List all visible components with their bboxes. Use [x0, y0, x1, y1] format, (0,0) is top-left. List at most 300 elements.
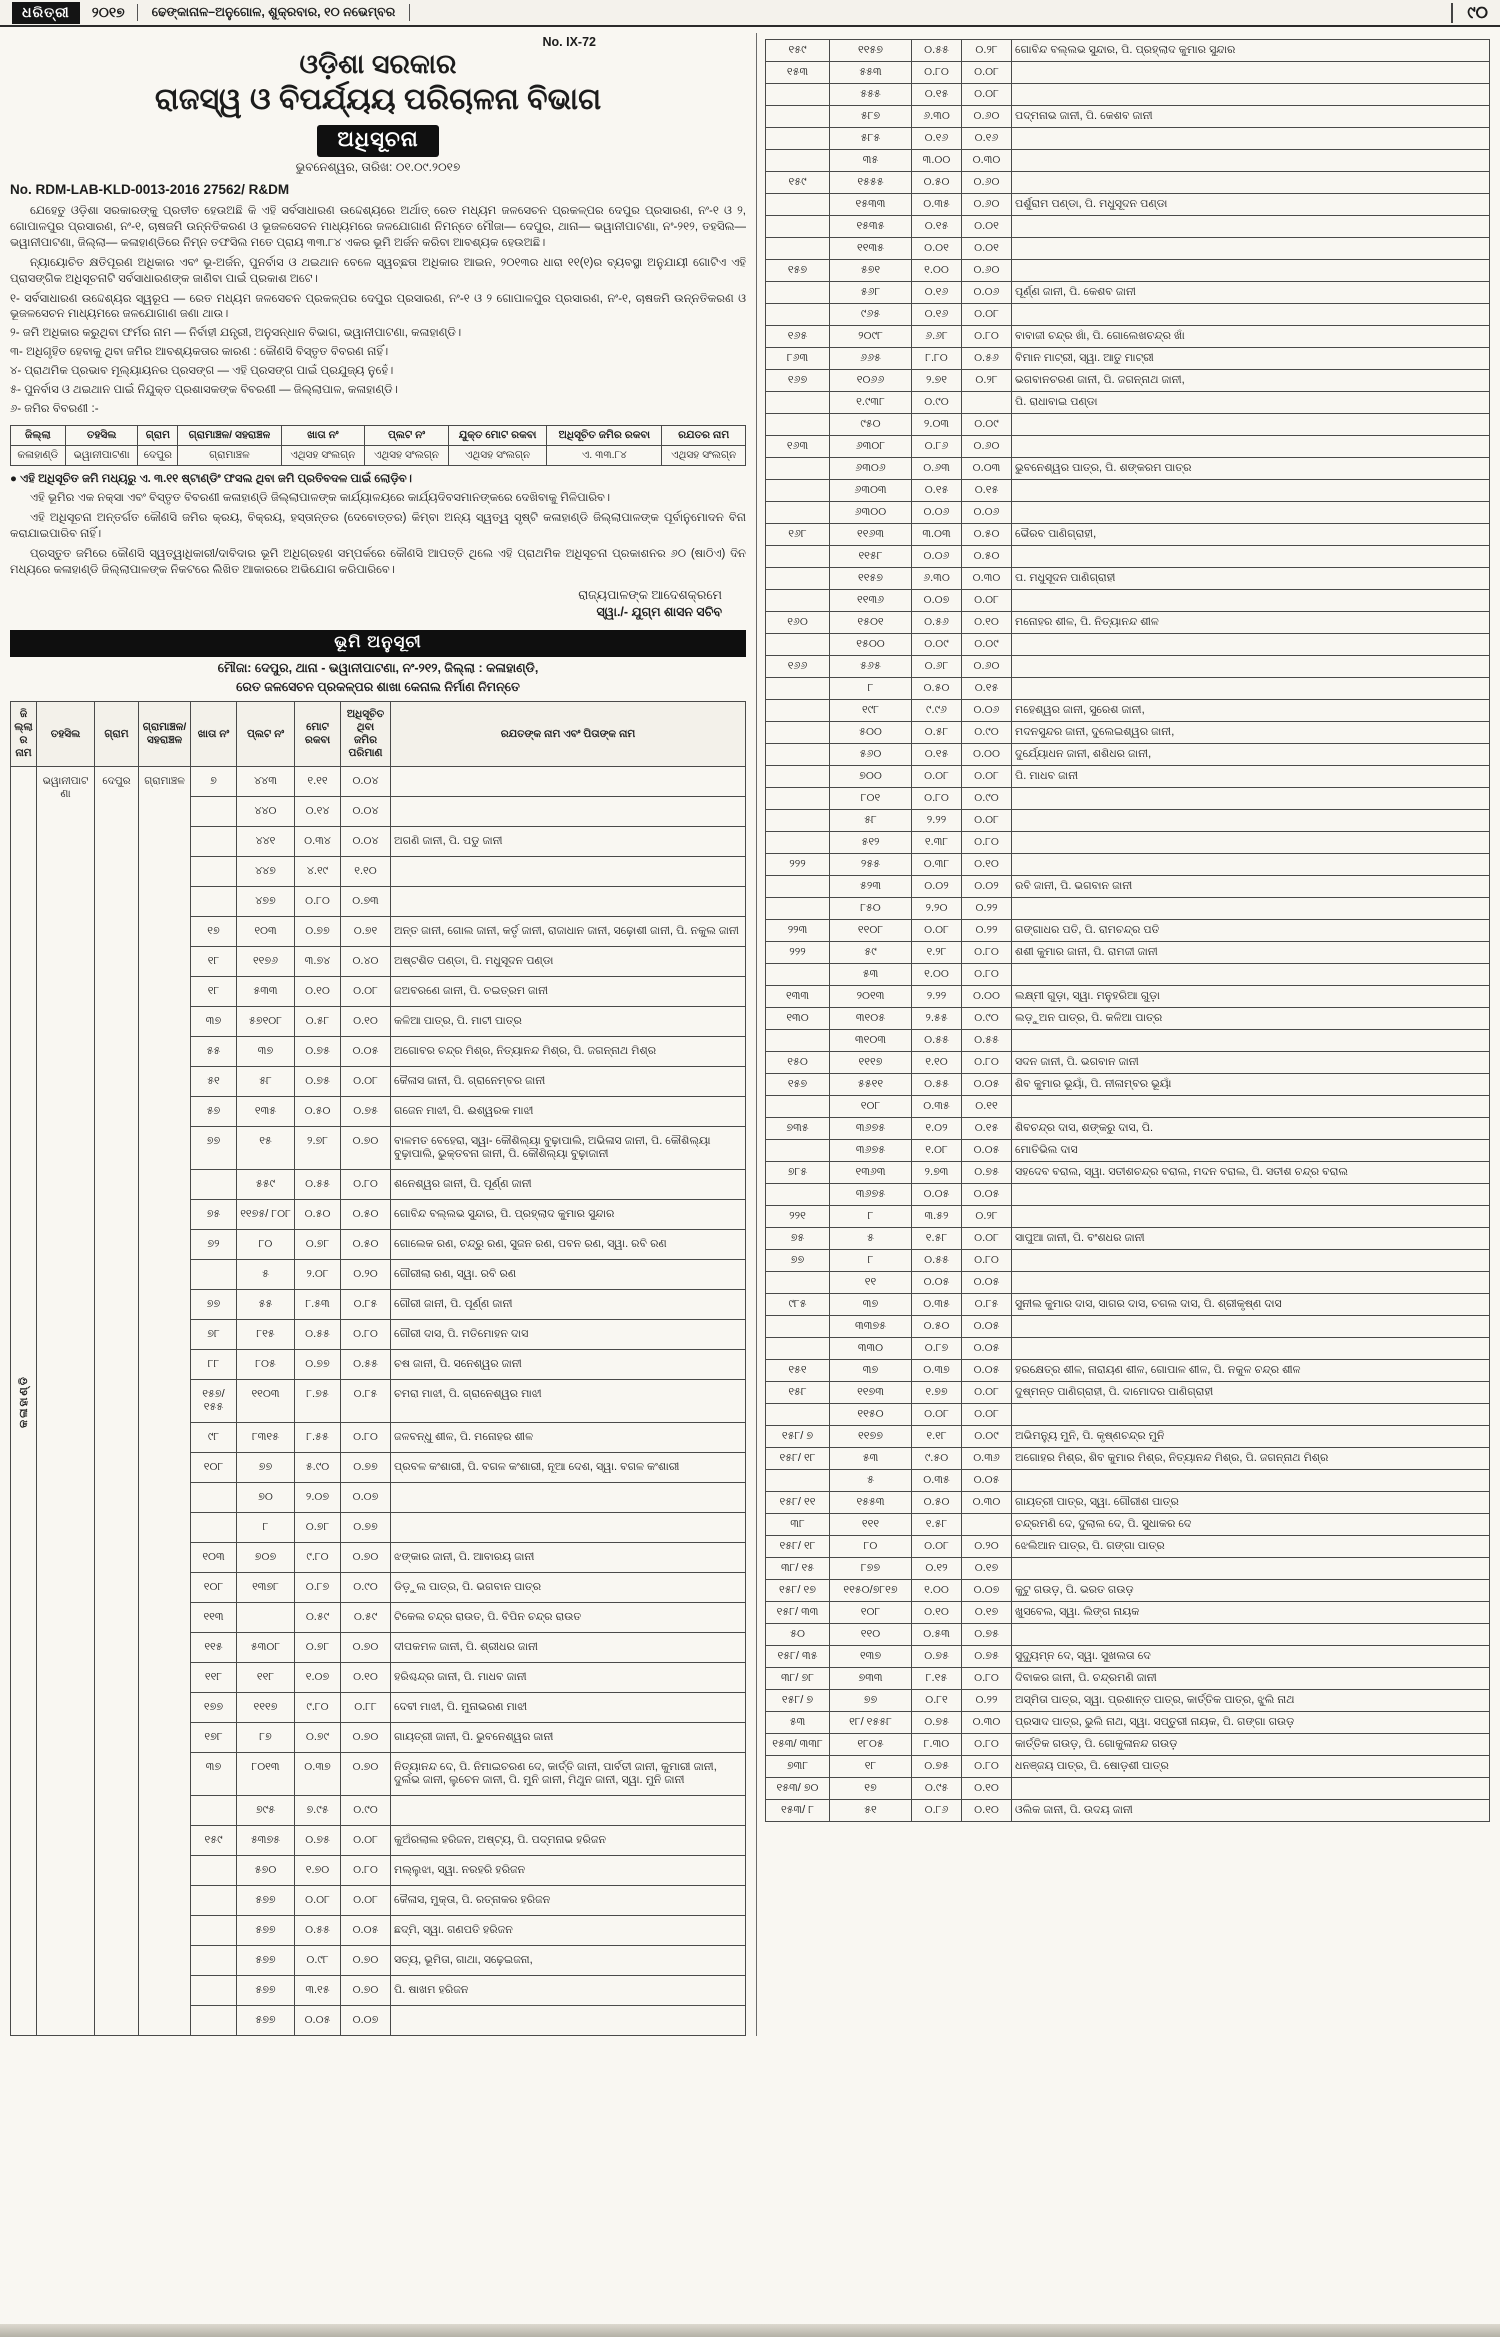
place-and-date: ଭୁବନେଶ୍ୱର, ତାରିଖ: ୦୧.୦୯.୨୦୧୭	[295, 160, 461, 175]
table-cell: ବିମାନ ମାଟ୍ରୀ, ସ୍ୱା. ଆତୁ ମାଟ୍ରୀ	[1012, 348, 1490, 370]
table-cell	[766, 480, 830, 502]
table-row	[766, 348, 1490, 370]
table-cell	[766, 546, 830, 568]
table-cell: ୦.୫୫	[341, 1350, 391, 1380]
table-row	[766, 1690, 1490, 1712]
table-row	[766, 1096, 1490, 1118]
table-cell	[391, 2006, 746, 2036]
table-cell	[191, 1170, 237, 1200]
table-cell: ୨୨୨	[766, 942, 830, 964]
table-row	[766, 1734, 1490, 1756]
table-cell: ୦.୨୮	[962, 1206, 1012, 1228]
table-cell	[1012, 788, 1490, 810]
table-cell: ୫୭୦	[237, 1856, 295, 1886]
table-row	[766, 634, 1490, 656]
table-cell: ୦.୬୦	[962, 260, 1012, 282]
table-cell	[1012, 1096, 1490, 1118]
table-cell: ୫୧୨	[830, 832, 912, 854]
table-cell: ୦.୭୯	[295, 1723, 341, 1753]
table-cell	[1012, 1272, 1490, 1294]
table-cell: ସତ୍ୟ, ଭୂମିତା, ଗାଥା, ସଢ଼େଇଜନା,	[391, 1946, 746, 1976]
table-cell: ୭୦	[237, 1483, 295, 1513]
table-cell: ଅଗଣି ଜାନୀ, ପି. ପଡୁ ଜାନୀ	[391, 827, 746, 857]
page-bottom-strip	[0, 2324, 1500, 2337]
table-cell: ଗୌରୀଲା ରଣ, ସ୍ୱା. ରବି ରଣ	[391, 1260, 746, 1290]
table-cell: ୧୫୯	[191, 1826, 237, 1856]
table-cell	[766, 678, 830, 700]
table-cell: ୦.୨୦	[341, 1260, 391, 1290]
table-cell: ୦.୦୦	[962, 744, 1012, 766]
table-cell: ୦.୦୫	[962, 1140, 1012, 1162]
table-cell: ୦.୮୦	[962, 1734, 1012, 1756]
table-row	[766, 1228, 1490, 1250]
table-row	[766, 1008, 1490, 1030]
table-cell: ୦.୫୯	[295, 1603, 341, 1633]
table-cell: ମହେଶ୍ୱର ଜାନୀ, ସୁରେଶ ଜାନୀ,	[1012, 700, 1490, 722]
table-cell: ୧୫	[237, 1127, 295, 1170]
table-cell	[766, 414, 830, 436]
table-cell: ୭୨	[191, 1230, 237, 1260]
table-cell: ୦.୧୦	[962, 612, 1012, 634]
table-cell: ୦.୭୫	[295, 1067, 341, 1097]
form-number: No. IX-72	[542, 35, 596, 49]
table-cell: ୨.୦୩	[912, 414, 962, 436]
table-cell	[766, 304, 830, 326]
table-cell: ୦.୫୯	[341, 1603, 391, 1633]
table-cell: ୪୪୭	[237, 857, 295, 887]
table-cell	[766, 788, 830, 810]
table-cell: ଜିଲ୍ଲା	[11, 425, 66, 445]
table-cell: ୦.୦୮	[341, 977, 391, 1007]
table-cell: ୫	[830, 1470, 912, 1492]
table-cell: ୦.୫୦	[912, 1492, 962, 1514]
table-cell: ୦.୦୮	[341, 1886, 391, 1916]
table-cell: ୦.୦୭	[341, 2006, 391, 2036]
table-cell: ୦.୮୦	[962, 1668, 1012, 1690]
table-cell: ୧୫୯	[766, 40, 830, 62]
table-cell: ୮୦	[237, 1230, 295, 1260]
table-cell: ୧୫୭	[766, 260, 830, 282]
table-cell: ୩.୦୩	[912, 524, 962, 546]
table-row	[766, 1074, 1490, 1096]
table-cell: ୦.୫୦	[962, 524, 1012, 546]
table-cell: ୨.୫୫	[912, 1008, 962, 1030]
table-cell	[766, 194, 830, 216]
table-cell	[1012, 1184, 1490, 1206]
table-cell: ୪୪୦	[237, 797, 295, 827]
table-cell	[766, 1316, 830, 1338]
table-cell	[1012, 414, 1490, 436]
masthead-page-number: ୯୦	[1451, 3, 1488, 23]
table-cell: ୧୦୮	[830, 1096, 912, 1118]
table-cell: ୦.୫୦	[295, 1097, 341, 1127]
table-cell: ୮	[830, 1206, 912, 1228]
table-cell: ୦.୯୦	[341, 1573, 391, 1603]
table-cell: ଗଙ୍ଗାଧର ପତି, ପି. ରାମଚନ୍ଦ୍ର ପତି	[1012, 920, 1490, 942]
table-cell: ୦.୬୦	[962, 172, 1012, 194]
table-cell: ୦.୬୩	[912, 458, 962, 480]
table-cell: ୧୧୫୦/୭୮୧୭	[830, 1580, 912, 1602]
table-cell: କୁଟୁ ଗଉଡ଼, ପି. ଭରତ ଗଉଡ଼	[1012, 1580, 1490, 1602]
table-cell: ୭୩୫	[766, 1118, 830, 1140]
table-cell: ୦.୦୭	[341, 1483, 391, 1513]
table-cell: ୦.୧୦	[962, 854, 1012, 876]
table-cell: କାର୍ତ୍ତିକ ଗଉଡ଼, ପି. ଗୋକୁଳାନନ୍ଦ ଗଉଡ଼	[1012, 1734, 1490, 1756]
table-cell: ୭୩୮	[766, 1756, 830, 1778]
table-cell: ୦.୧୬	[962, 128, 1012, 150]
table-cell: ୧୦୩	[237, 917, 295, 947]
table-row	[766, 876, 1490, 898]
table-cell: ୧୩୬୩	[830, 1162, 912, 1184]
table-cell: ୦.୦୮	[912, 1404, 962, 1426]
table-cell: ୦.୯୫	[912, 1778, 962, 1800]
table-cell: ୦.୦୫	[962, 1074, 1012, 1096]
land-schedule-subtitle-1: ମୌଜା: ଦେପୁର, ଥାନା - ଭୱାନୀପାଟଣା, ନଂ-୨୧୨, ଜିଲ୍ଲା : କଳାହାଣ୍ଡି,	[217, 661, 539, 675]
table-cell: ୩୩୦	[830, 1338, 912, 1360]
table-cell: ଅଗୋବର ଚନ୍ଦ୍ର ମିଶ୍ର, ନିତ୍ୟାନନ୍ଦ ମିଶ୍ର, ପି. ଜଗନ୍ନାଥ ମିଶ୍ର	[391, 1037, 746, 1067]
table-row	[766, 854, 1490, 876]
table-cell: ୦.୩୭	[295, 1753, 341, 1796]
table-cell: ୧୫୩/ ୩୩୮	[766, 1734, 830, 1756]
table-cell: ୫୧	[830, 1800, 912, 1822]
table-cell: ୬୬୫	[830, 348, 912, 370]
table-cell: ୫୭୧	[830, 260, 912, 282]
table-cell: ଗାୟତ୍ରୀ ପାତ୍ର, ସ୍ୱା. ଗୌରୀଶ ପାତ୍ର	[1012, 1492, 1490, 1514]
table-cell: ୧୮	[191, 977, 237, 1007]
table-cell	[1012, 62, 1490, 84]
table-cell: ୯.୫୦	[912, 1448, 962, 1470]
table-cell: ୦.୦୯	[962, 1426, 1012, 1448]
table-cell: ଅଧିସୂଚିତ ଜମିର ରକବା	[547, 425, 662, 445]
table-cell: ୧୫୭/ ୧୫୫	[191, 1380, 237, 1423]
table-cell: ୦.୬୦	[962, 656, 1012, 678]
table-cell: ୦.୧୦	[912, 1602, 962, 1624]
table-row	[766, 1162, 1490, 1184]
table-cell: ୧.୦୨	[912, 1118, 962, 1140]
table-cell: ୭	[191, 767, 237, 797]
table-row	[766, 590, 1490, 612]
table-cell: ୦.୦୬	[962, 502, 1012, 524]
table-cell: ୧୦୩	[191, 1543, 237, 1573]
table-cell: ୦.୧୨	[912, 1558, 962, 1580]
table-cell: ଲକ୍ଷ୍ମୀ ଗୁଡ଼ା, ସ୍ୱା. ମନୁହରିଆ ଗୁଡ଼ା	[1012, 986, 1490, 1008]
table-cell: ୩.୧୫	[295, 1976, 341, 2006]
table-cell: ଦୁଷ୍ମନ୍ତ ପାଣିଗ୍ରାହୀ, ପି. ଦାମୋଦର ପାଣିଗ୍ରାହୀ	[1012, 1382, 1490, 1404]
table-cell: ପ୍ଲଟ ନଂ	[365, 425, 449, 445]
table-cell: ଗୋବିନ୍ଦ ବଲ୍ଲଭ ସୁନ୍ଦାର, ପି. ପ୍ରହ୍ଲାଦ କୁମାର ସୁନ୍ଦାର	[391, 1200, 746, 1230]
table-cell: ୦.୦୫	[962, 1338, 1012, 1360]
table-cell: ୩୮	[766, 1514, 830, 1536]
table-row	[766, 546, 1490, 568]
table-cell: ୨.୭୮	[295, 1127, 341, 1170]
table-cell: ୧୭	[191, 917, 237, 947]
table-cell: ପି. ମାଧବ ଜାନୀ	[1012, 766, 1490, 788]
table-cell: ୦.୧୦	[962, 1800, 1012, 1822]
table-cell: ୦.୮୬	[912, 1800, 962, 1822]
notification-paragraph-2: ନ୍ୟାୟୋଚିତ କ୍ଷତିପୂରଣ ଅଧିକାର ଏବଂ ଭୂ-ଅର୍ଜନ, ପୁନର୍ବାସ ଓ ଥଇଥାନ ବେଳେ ସ୍ୱଚ୍ଛତା ଅଧିକାର ଆଇନ, ୨୦୧୩ର ଧାରା ୧୧(୧)ର ବ୍ୟବସ୍ଥା ଅନୁଯାୟୀ ଗୋଟିଏ ଏହି ପ୍ରାସଙ୍ଗିକ ଅଧିସୂଚନାଟି ସର୍ବସାଧାରଣଙ୍କ ଜାଣିବା ପାଇଁ ପ୍ରକାଶ ଅଟେ।	[10, 257, 746, 286]
table-cell: ଗୋଲେକ ରଣ, ଚନ୍ଦ୍ରୁ ରଣ, ସୁଜନ ରଣ, ପବନ ରଣ, ସ୍ୱା. ରବି ରଣ	[391, 1230, 746, 1260]
table-cell: ୦.୭୫	[912, 1646, 962, 1668]
table-cell: ୦.୦୪	[341, 767, 391, 797]
table-cell: ଶିବ କୁମାର ଭୂୟାଁ, ପି. ନୀଳାମ୍ବର ଭୂୟାଁ	[1012, 1074, 1490, 1096]
table-cell: ୦.୦୭	[912, 590, 962, 612]
table-cell: ୨୦୯୮	[830, 326, 912, 348]
table-cell: ୧୧୩୫	[830, 238, 912, 260]
table-cell: ୦.୮୦	[962, 326, 1012, 348]
table-cell: ୮୮	[191, 1350, 237, 1380]
table-cell: ୯୫୦	[830, 414, 912, 436]
table-cell: ୧.୫୮	[912, 1228, 962, 1250]
table-cell: ୭୮	[191, 1320, 237, 1350]
table-cell: ୧୧୭୫/ ୮୦୮	[237, 1200, 295, 1230]
table-cell: ୦.୦୯	[912, 634, 962, 656]
table-cell: ୦.୦୪	[341, 827, 391, 857]
newspaper-logo: ଧରିତ୍ରୀ	[12, 2, 80, 24]
table-row	[766, 1404, 1490, 1426]
table-cell: ଶିବଚନ୍ଦ୍ର ଦାସ, ଶଙ୍କରୁ ଦାସ, ପି.	[1012, 1118, 1490, 1140]
table-cell: ୮୦୫	[237, 1350, 295, 1380]
table-cell	[766, 634, 830, 656]
table-cell: ୫୩	[830, 964, 912, 986]
table-row	[766, 1712, 1490, 1734]
table-cell: ୯୮	[191, 1423, 237, 1453]
table-row	[766, 568, 1490, 590]
table-cell	[1012, 1206, 1490, 1228]
table-cell	[391, 1513, 746, 1543]
table-cell: ୮୩୧୫	[237, 1423, 295, 1453]
table-cell: ୦.୦୮	[962, 304, 1012, 326]
land-schedule-title-bar: ଭୂମି ଅନୁସୂଚୀ	[10, 630, 746, 657]
table-cell: ୩.୭୪	[295, 947, 341, 977]
table-cell: ଭୁବନେଶ୍ୱର ପାତ୍ର, ପି. ଶଙ୍କରମ ପାତ୍ର	[1012, 458, 1490, 480]
table-cell: ୦.୨୦	[962, 1536, 1012, 1558]
table-cell: ୦.୩୭	[912, 1360, 962, 1382]
table-cell: ଗ୍ରାମାଞ୍ଚଳ	[139, 767, 191, 2036]
table-cell: ୦.୦୮	[962, 590, 1012, 612]
table-cell: ଗୋବିନ୍ଦ ବଲ୍ଲଭ ସୁନ୍ଦାର, ପି. ପ୍ରହ୍ଲାଦ କୁମାର ସୁନ୍ଦାର	[1012, 40, 1490, 62]
notification-title: ଅଧିସୂଚନା	[317, 125, 438, 157]
table-cell: ୦.୬୮	[912, 656, 962, 678]
table-row	[766, 1382, 1490, 1404]
table-cell: ୦.୭୭	[341, 1453, 391, 1483]
table-cell	[1012, 1250, 1490, 1272]
table-cell: ଦୁର୍ଯ୍ୟୋଧନ ଜାନୀ, ଶଶିଧର ଜାନୀ,	[1012, 744, 1490, 766]
table-cell: ୫୮୭	[830, 106, 912, 128]
table-row	[766, 1536, 1490, 1558]
table-cell: ୬୩୦୮	[830, 436, 912, 458]
table-cell: ୧୧୭୩	[830, 1382, 912, 1404]
table-cell: ୮	[237, 1513, 295, 1543]
table-cell: ୦.୦୬	[962, 282, 1012, 304]
table-cell: ଝଙ୍କାର ଜାନୀ, ପି. ଆବାରୟ ଜାନୀ	[391, 1543, 746, 1573]
table-row	[766, 370, 1490, 392]
table-cell	[391, 887, 746, 917]
table-cell: ୦.୦୮	[912, 766, 962, 788]
col-tehsil: ତହସିଲ	[37, 702, 95, 767]
table-cell	[766, 1030, 830, 1052]
table-cell: ୦.୯୦	[962, 788, 1012, 810]
table-cell: ୦.୧୦	[341, 1007, 391, 1037]
table-cell: ୮୫୦	[830, 898, 912, 920]
table-cell: ୦.୦୫	[962, 1470, 1012, 1492]
table-cell: ୦.୨୨	[962, 920, 1012, 942]
table-cell: ୦.୦୮	[962, 1228, 1012, 1250]
table-cell: ୧.୦୮	[912, 1140, 962, 1162]
table-cell: ୧୫୫୩	[830, 1492, 912, 1514]
table-cell: ୦.୭୮	[295, 1633, 341, 1663]
table-row	[766, 216, 1490, 238]
table-cell	[1012, 1624, 1490, 1646]
table-cell: ୦.୮୫	[341, 1290, 391, 1320]
table-row	[766, 722, 1490, 744]
list-item: ୬- ଜମିର ବିବରଣୀ :-	[10, 402, 99, 415]
table-cell: ୦.୭୫	[962, 1624, 1012, 1646]
table-cell: ୩୬୭୫	[830, 1118, 912, 1140]
table-cell: ପଦ୍ମନାଭ ଜାନୀ, ପି. କେଶବ ଜାନୀ	[1012, 106, 1490, 128]
table-cell: ୦.୦୮	[962, 1382, 1012, 1404]
table-row	[766, 942, 1490, 964]
table-cell: ୫୩୩	[237, 977, 295, 1007]
table-cell: ୧୧୧	[830, 1514, 912, 1536]
table-cell	[191, 797, 237, 827]
table-row	[766, 480, 1490, 502]
table-cell: ୧୬୦	[766, 612, 830, 634]
table-cell: ୭୩୩	[830, 1668, 912, 1690]
table-cell: ୦.୦୬	[912, 502, 962, 524]
table-row	[766, 612, 1490, 634]
table-row	[766, 1272, 1490, 1294]
table-cell: ପି. ଷାଖମ ହରିଜନ	[391, 1976, 746, 2006]
table-row	[766, 436, 1490, 458]
table-cell: ୫୭୧୦୮	[237, 1007, 295, 1037]
table-cell	[766, 458, 830, 480]
table-row	[766, 1140, 1490, 1162]
table-cell: ୫୮	[830, 810, 912, 832]
table-cell: ଅଭିମନ୍ୟୁ ମୁନି, ପି. କୃଷ୍ଣଚନ୍ଦ୍ର ମୁନି	[1012, 1426, 1490, 1448]
table-cell: ୦.୬୦	[962, 106, 1012, 128]
table-cell: ୧.୨୮	[912, 942, 962, 964]
table-cell: ୧୦୮	[191, 1573, 237, 1603]
table-cell: ୭୮୫	[766, 1162, 830, 1184]
table-cell: ୦.୧୦	[341, 1663, 391, 1693]
table-cell: ୩୮/ ୭୮	[766, 1668, 830, 1690]
table-cell: ୧୫୮/ ୭	[766, 1426, 830, 1448]
table-cell: ୦.୫୦	[295, 1200, 341, 1230]
land-schedule-table-right	[765, 39, 1490, 1822]
table-cell: ୦.୧୪	[295, 797, 341, 827]
table-cell: ୦.୭୫	[962, 1646, 1012, 1668]
table-cell: ୧୫୩/ ୮	[766, 1800, 830, 1822]
table-cell: ୫.୯୦	[295, 1453, 341, 1483]
table-cell	[766, 216, 830, 238]
table-cell: ୧୫୮/ ୭	[766, 1690, 830, 1712]
table-cell: ୦.୬୦	[962, 194, 1012, 216]
department-title: ରାଜସ୍ୱ ଓ ବିପର୍ଯ୍ୟୟ ପରିଚାଳନା ବିଭାଗ	[154, 83, 602, 117]
table-cell: ୫୫୩	[830, 62, 912, 84]
table-cell	[1012, 150, 1490, 172]
table-cell: ୧୧୫୦	[830, 1404, 912, 1426]
table-cell: ଅନ୍ତ ଜାନୀ, ଗୋଲ ଜାନୀ, କର୍ତୃ ଜାନୀ, ରାଜାଧାନ ଜାନୀ, ସଢ଼ୋଶୀ ଜାନୀ, ପି. ନକୁଲ ଜାନୀ	[391, 917, 746, 947]
reference-number: No. RDM-LAB-KLD-0013-2016 27562/ R&DM	[10, 182, 290, 198]
table-cell: ୦.୯୦	[912, 392, 962, 414]
table-cell	[1012, 238, 1490, 260]
table-cell: ଚନ୍ଦ୍ରମଣି ଦେ, ଦୁଲାଲ ଦେ, ପି. ସୁଧାକର ଦେ	[1012, 1514, 1490, 1536]
table-cell: ୨୨୧	[766, 1206, 830, 1228]
table-cell: ୦.୦୧	[962, 238, 1012, 260]
table-cell: ୫	[830, 1228, 912, 1250]
table-cell	[766, 1338, 830, 1360]
table-cell: ଶଶୀ କୁମାର ଜାନୀ, ପି. ରାମଜୀ ଜାନୀ	[1012, 942, 1490, 964]
table-row	[11, 767, 746, 797]
land-schedule-subtitle-2: ରେତ ଜଳସେଚନ ପ୍ରକଳ୍ପର ଶାଖା କେନାଲ ନିର୍ମାଣ ନିମନ୍ତେ	[236, 680, 520, 694]
table-cell	[1012, 656, 1490, 678]
table-cell: ୦.୮୦	[962, 1250, 1012, 1272]
table-cell: ୫୧	[191, 1067, 237, 1097]
table-cell: ୧୧୧୭	[237, 1693, 295, 1723]
table-cell: ୧୫୦	[766, 1052, 830, 1074]
table-cell: ୦.୮୦	[962, 942, 1012, 964]
table-cell: ୦.୦୭	[962, 1580, 1012, 1602]
table-cell: ୮.୫୫	[295, 1423, 341, 1453]
table-cell: ୦.୭୦	[341, 1633, 391, 1663]
table-cell: ୧.୭୭	[912, 1382, 962, 1404]
table-cell: ୦.୮୭	[912, 1338, 962, 1360]
table-cell: ୪.୧୯	[295, 857, 341, 887]
table-row	[766, 1514, 1490, 1536]
table-cell: ୯.୯୬	[912, 700, 962, 722]
table-cell: ୯.୮୦	[295, 1693, 341, 1723]
table-cell	[1012, 832, 1490, 854]
table-cell: ୦.୭୮	[295, 1230, 341, 1260]
table-cell	[1012, 964, 1490, 986]
table-row	[766, 788, 1490, 810]
table-cell	[191, 827, 237, 857]
table-cell: ୫୭୭	[237, 1976, 295, 2006]
table-cell	[191, 1886, 237, 1916]
table-cell: ୦.୦୫	[341, 1037, 391, 1067]
table-cell: ୧.୦୦	[912, 260, 962, 282]
table-cell: ୦.୮୦	[341, 1423, 391, 1453]
table-cell	[1012, 1778, 1490, 1800]
table-cell: ଦେବୀ ମାଝୀ, ପି. ମୁନାଭରଣ ମାଝୀ	[391, 1693, 746, 1723]
table-cell: ସୁଦ୍ୟୁମ୍ନ ଦେ, ସ୍ୱା. ସୁଖଲତା ଦେ	[1012, 1646, 1490, 1668]
table-cell: ୦.୦୩	[962, 458, 1012, 480]
masthead-edition-date: ଢେଙ୍କାନାଳ–ଅନୁଗୋଳ, ଶୁକ୍ରବାର, ୧୦ ନଭେମ୍ବର	[137, 4, 410, 21]
table-cell: ୧.୧୦	[341, 857, 391, 887]
table-row	[766, 128, 1490, 150]
table-cell: ୦.୫୫	[912, 1250, 962, 1272]
table-cell: ୮୦	[830, 1536, 912, 1558]
table-cell: ୦.୬୦	[962, 436, 1012, 458]
col-notified-area: ଅଧିସୂଚିତ ଥିବା ଜମିର ପରିମାଣ	[341, 702, 391, 767]
table-cell: ୦.୩୬	[962, 1448, 1012, 1470]
table-cell: ୫୮୫	[830, 128, 912, 150]
table-cell: ୦.୦୫	[962, 1272, 1012, 1294]
table-cell: ୩୭	[830, 1360, 912, 1382]
table-cell: ୦.୩୦	[962, 150, 1012, 172]
table-cell: ୦.୩୫	[912, 1470, 962, 1492]
table-cell: ୭୦୦	[830, 766, 912, 788]
table-row	[766, 986, 1490, 1008]
table-cell: ୫୦୦	[830, 722, 912, 744]
table-row	[766, 84, 1490, 106]
bullet-note: ● ଏହି ଅଧିସୂଚିତ ଜମି ମଧ୍ୟରୁ ଏ. ୩.୧୧ ଷ୍ଟାଣ୍ଡିଂ ଫସଲ ଥିବା ଜମି ପ୍ରତିବଦଳ ପାଇଁ ଲୋଡ଼ିବ।	[10, 472, 412, 485]
table-cell: ୨୦୧୩	[830, 986, 912, 1008]
table-cell	[766, 1470, 830, 1492]
table-cell	[1012, 898, 1490, 920]
list-item: ୨- ଜମି ଅଧିକାର କରୁଥିବା ଫର୍ମର ନାମ — ନିର୍ବାହୀ ଯନ୍ତ୍ରୀ, ଅନୁସନ୍ଧାନ ବିଭାଗ, ଭୱାନୀପାଟଣା, କଳାହାଣ୍ଡି।	[10, 327, 462, 340]
table-cell	[1012, 810, 1490, 832]
